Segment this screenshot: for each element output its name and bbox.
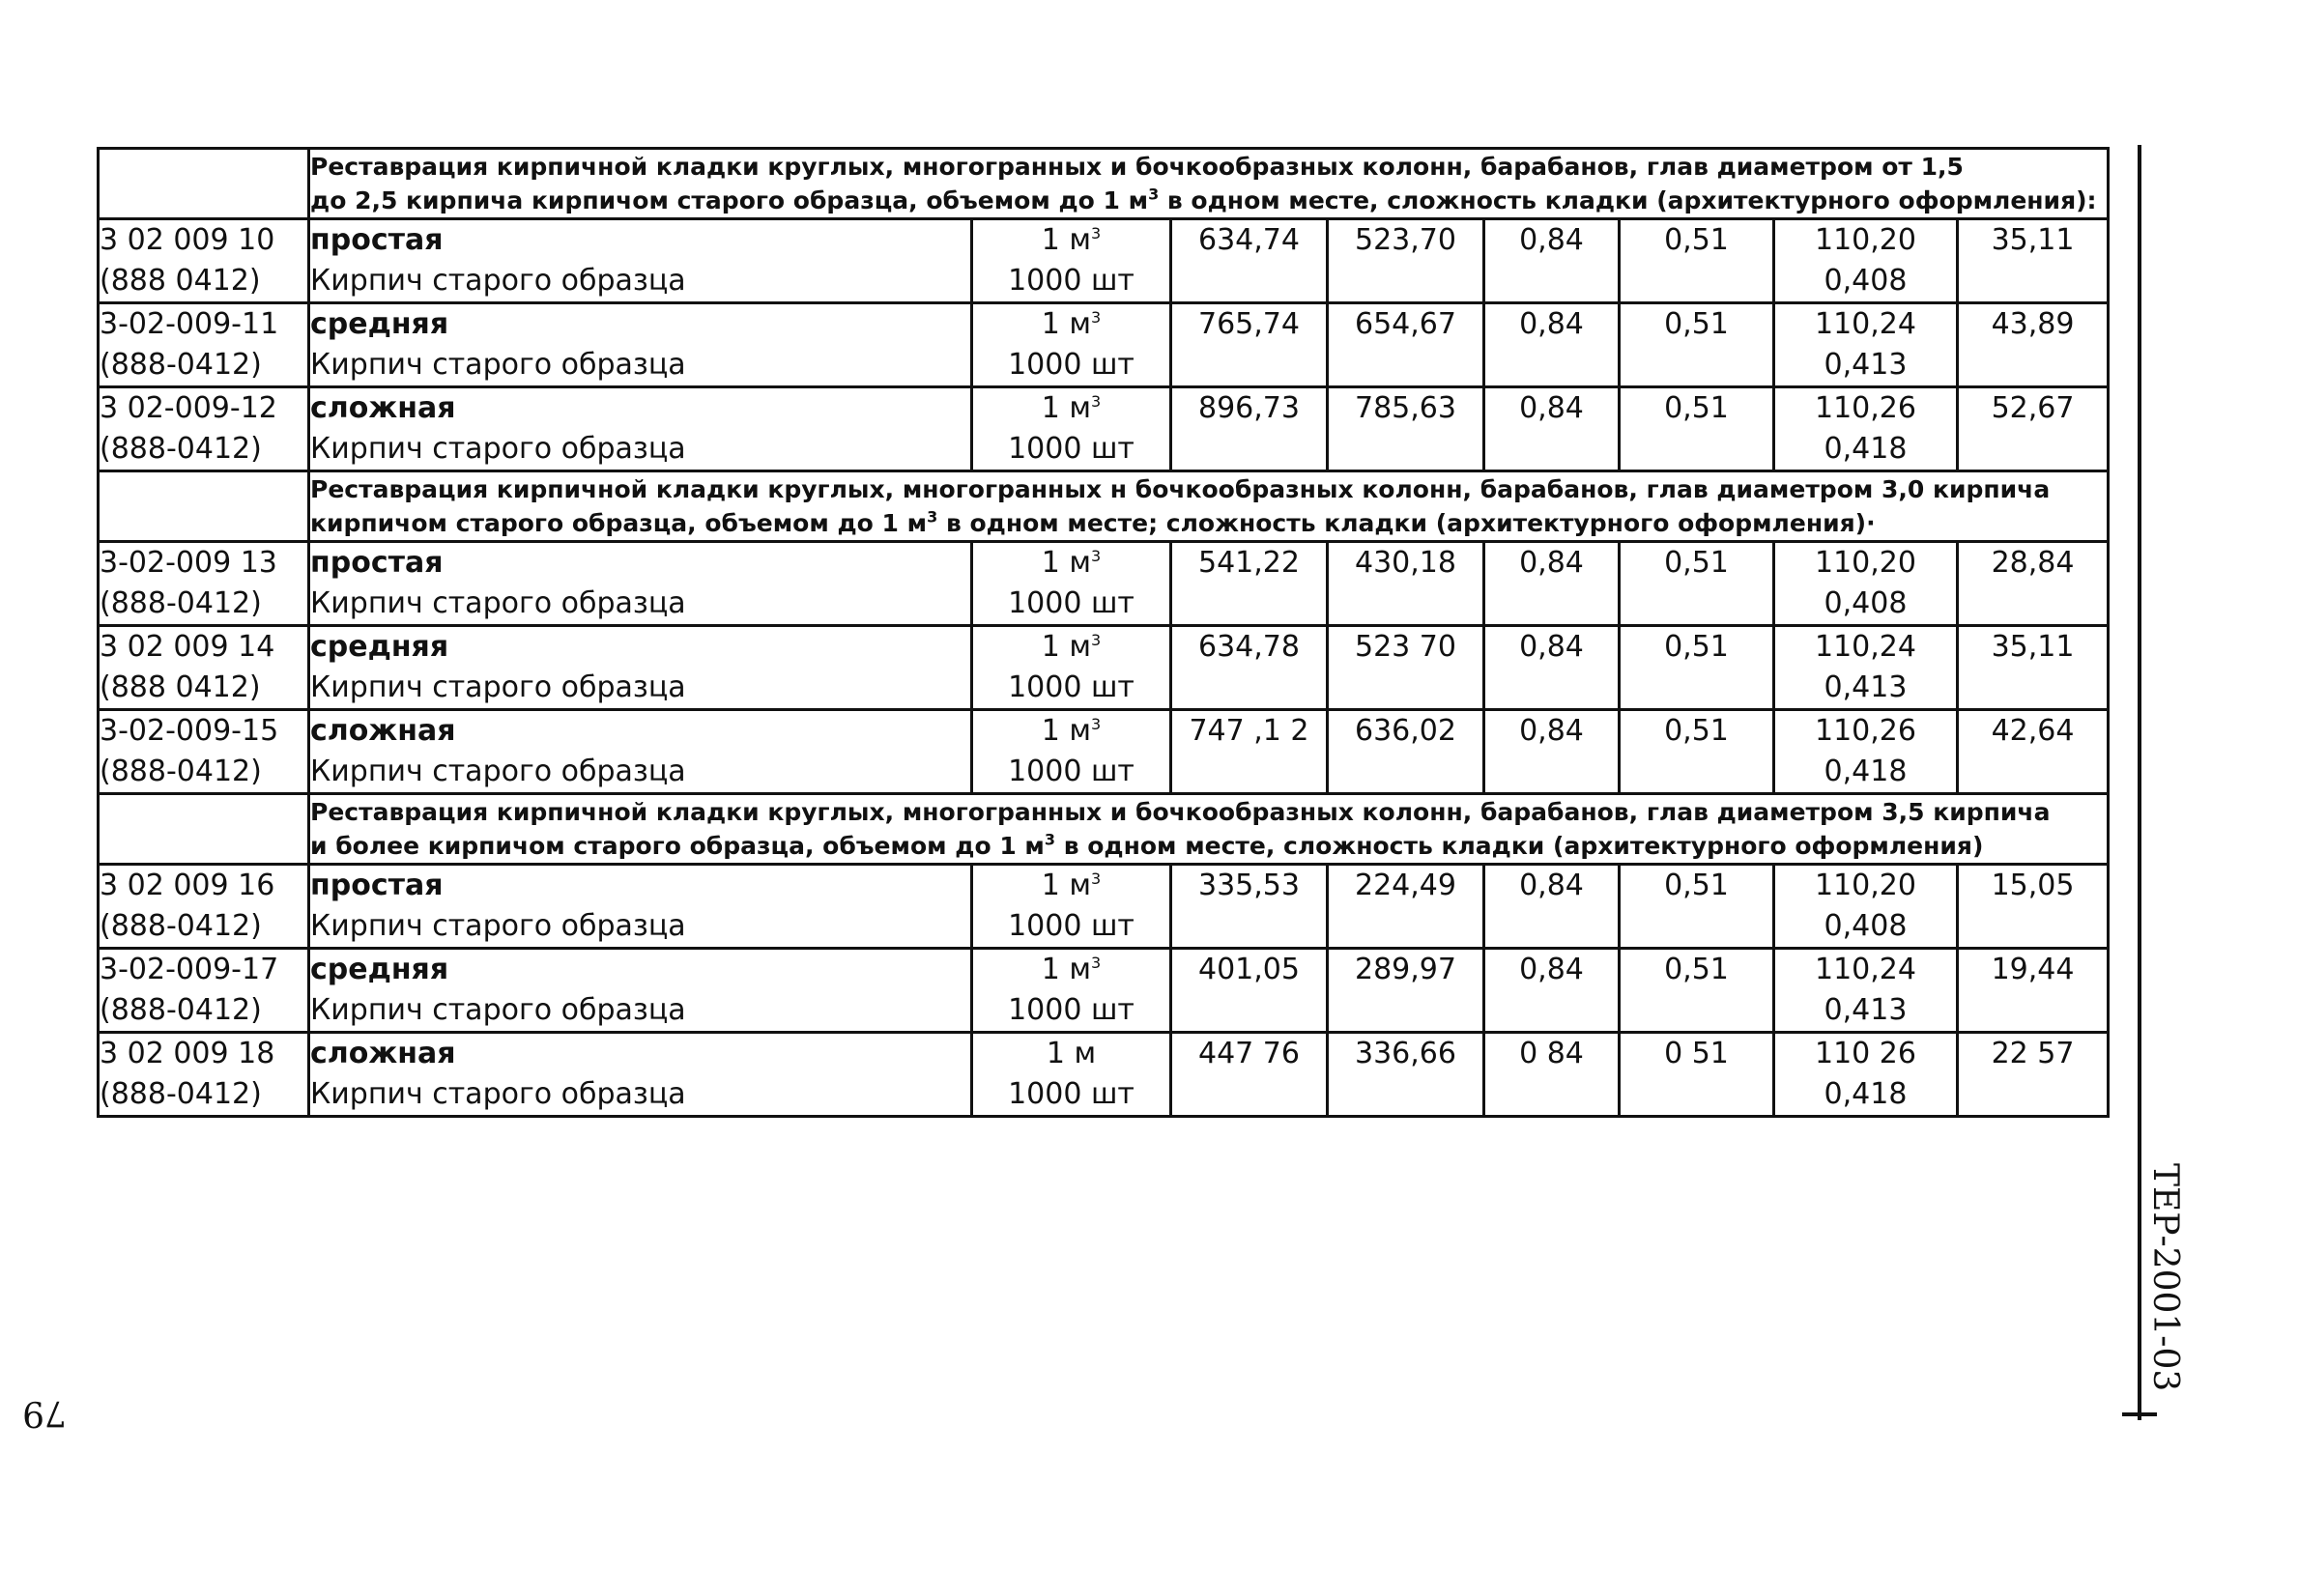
material-name: Кирпич старого образца [310, 586, 686, 620]
section-header-row [99, 471, 2109, 542]
section-header [309, 794, 2109, 865]
value-cell: 335,53 [1171, 865, 1328, 949]
section-header-row [99, 794, 2109, 865]
value-cell: 43,89 [1958, 303, 2109, 387]
page-number: 79 [22, 1393, 67, 1433]
material-name: Кирпич старого образца [310, 432, 686, 466]
work-name [309, 865, 972, 949]
complexity-type: сложная [310, 714, 456, 748]
complexity-type: средняя [310, 630, 449, 664]
norm-code: 3-02-009-11 (888-0412) [99, 303, 309, 387]
value-cell: 0,84 [1484, 542, 1620, 626]
complexity-type: сложная [310, 1037, 456, 1070]
table-row [99, 303, 2109, 387]
section-header-line2: до 2,5 кирпича кирпичом старого образца, объемом до 1 $м^3$ в одном месте, сложность кладки (архитектурного оформления): [310, 185, 2097, 214]
value-cell: 0 84 [1484, 1033, 1620, 1117]
material-name: Кирпич старого образца [310, 1077, 686, 1111]
value-cell: 0,84 [1484, 303, 1620, 387]
value-cell: 336,66 [1328, 1033, 1484, 1117]
unit-cell: 1 $м^3$ 1000 шт [972, 626, 1171, 710]
material-name: Кирпич старого образца [310, 909, 686, 943]
value-cell: 634,78 [1171, 626, 1328, 710]
section-header-code-cell [99, 471, 309, 542]
value-cell: 110,24 0,413 [1774, 303, 1958, 387]
unit-cell: 1 $м^3$ 1000 шт [972, 387, 1171, 471]
value-cell: 289,97 [1328, 949, 1484, 1033]
work-name [309, 626, 972, 710]
work-name [309, 219, 972, 303]
section-header-line1: Реставрация кирпичной кладки круглых, многогранных н бочкообразных колонн, барабанов, глав диаметром 3,0 кирпича [310, 475, 2051, 503]
value-cell: 0,84 [1484, 387, 1620, 471]
work-name [309, 1033, 972, 1117]
value-cell: 0,84 [1484, 626, 1620, 710]
unit-cell: 1 $м^3$ 1000 шт [972, 949, 1171, 1033]
section-header-code-cell [99, 149, 309, 219]
material-name: Кирпич старого образца [310, 264, 686, 298]
value-cell: 19,44 [1958, 949, 2109, 1033]
value-cell: 0,51 [1620, 949, 1774, 1033]
value-cell: 765,74 [1171, 303, 1328, 387]
norm-code: 3-02-009-17 (888-0412) [99, 949, 309, 1033]
work-name [309, 542, 972, 626]
table-row [99, 1033, 2109, 1117]
value-cell: 22 57 [1958, 1033, 2109, 1117]
value-cell: 110,20 0,408 [1774, 865, 1958, 949]
norm-code: 3 02 009 10 (888 0412) [99, 219, 309, 303]
value-cell: 42,64 [1958, 710, 2109, 794]
complexity-type: средняя [310, 307, 449, 341]
value-cell: 0,84 [1484, 710, 1620, 794]
value-cell: 430,18 [1328, 542, 1484, 626]
work-name [309, 303, 972, 387]
table-row [99, 949, 2109, 1033]
value-cell: 523 70 [1328, 626, 1484, 710]
value-cell: 785,63 [1328, 387, 1484, 471]
value-cell: 110,26 0,418 [1774, 387, 1958, 471]
complexity-type: сложная [310, 391, 456, 425]
value-cell: 0,84 [1484, 949, 1620, 1033]
value-cell: 654,67 [1328, 303, 1484, 387]
value-cell: 110,26 0,418 [1774, 710, 1958, 794]
work-name [309, 387, 972, 471]
unit-cell: 1 $м^3$ 1000 шт [972, 219, 1171, 303]
value-cell: 35,11 [1958, 219, 2109, 303]
unit-cell: 1 $м^3$ 1000 шт [972, 303, 1171, 387]
norm-code: 3-02-009 13 (888-0412) [99, 542, 309, 626]
value-cell: 0,84 [1484, 219, 1620, 303]
material-name: Кирпич старого образца [310, 993, 686, 1027]
value-cell: 110,24 0,413 [1774, 626, 1958, 710]
value-cell: 0 51 [1620, 1033, 1774, 1117]
section-header [309, 149, 2109, 219]
unit-cell: 1 $м^3$ 1000 шт [972, 865, 1171, 949]
value-cell: 634,74 [1171, 219, 1328, 303]
norm-code: 3-02-009-15 (888-0412) [99, 710, 309, 794]
document-code: ТЕР-2001-03 [2145, 1163, 2185, 1392]
table-row [99, 542, 2109, 626]
section-header-line2: и более кирпичом старого образца, объемом до 1 $м^3$ в одном месте, сложность кладки (архитектурного оформления) [310, 830, 1984, 860]
unit-cell: 1 м 1000 шт [972, 1033, 1171, 1117]
value-cell: 747 ,1 2 [1171, 710, 1328, 794]
section-header-sup: 3 [927, 507, 938, 527]
section-header-line1: Реставрация кирпичной кладки круглых, многогранных и бочкообразных колонн, барабанов, глав диаметром 3,5 кирпича [310, 798, 2051, 826]
value-cell: 0,51 [1620, 865, 1774, 949]
value-cell: 52,67 [1958, 387, 2109, 471]
work-name [309, 949, 972, 1033]
section-header-line2: кирпичом старого образца, объемом до 1 $м^3$ в одном месте; сложность кладки (архитектурного оформления)· [310, 507, 1876, 537]
value-cell: 523,70 [1328, 219, 1484, 303]
work-name [309, 710, 972, 794]
table-row [99, 865, 2109, 949]
value-cell: 110,20 0,408 [1774, 542, 1958, 626]
material-name: Кирпич старого образца [310, 670, 686, 704]
value-cell: 28,84 [1958, 542, 2109, 626]
norm-code: 3 02-009-12 (888-0412) [99, 387, 309, 471]
value-cell: 401,05 [1171, 949, 1328, 1033]
complexity-type: простая [310, 869, 444, 902]
value-cell: 636,02 [1328, 710, 1484, 794]
value-cell: 110 26 0,418 [1774, 1033, 1958, 1117]
table-row [99, 387, 2109, 471]
value-cell: 0,51 [1620, 219, 1774, 303]
value-cell: 110,24 0,413 [1774, 949, 1958, 1033]
material-name: Кирпич старого образца [310, 755, 686, 788]
table-row [99, 219, 2109, 303]
value-cell: 110,20 0,408 [1774, 219, 1958, 303]
value-cell: 0,51 [1620, 387, 1774, 471]
norm-code: 3 02 009 14 (888 0412) [99, 626, 309, 710]
value-cell: 896,73 [1171, 387, 1328, 471]
section-header-row [99, 149, 2109, 219]
table-row [99, 626, 2109, 710]
side-rule-foot [2122, 1412, 2157, 1416]
unit-cell: 1 $м^3$ 1000 шт [972, 710, 1171, 794]
material-name: Кирпич старого образца [310, 348, 686, 382]
norm-code: 3 02 009 16 (888-0412) [99, 865, 309, 949]
value-cell: 15,05 [1958, 865, 2109, 949]
table-row [99, 710, 2109, 794]
section-header-line1: Реставрация кирпичной кладки круглых, многогранных и бочкообразных колонн, барабанов, глав диаметром от 1,5 [310, 153, 1964, 181]
value-cell: 0,51 [1620, 626, 1774, 710]
value-cell: 0,51 [1620, 303, 1774, 387]
value-cell: 224,49 [1328, 865, 1484, 949]
section-header-sup: 3 [1044, 830, 1056, 849]
norm-code: 3 02 009 18 (888-0412) [99, 1033, 309, 1117]
value-cell: 447 76 [1171, 1033, 1328, 1117]
norms-table [97, 147, 2110, 1118]
value-cell: 0,51 [1620, 710, 1774, 794]
value-cell: 541,22 [1171, 542, 1328, 626]
section-header-sup: 3 [1148, 185, 1160, 204]
complexity-type: простая [310, 223, 444, 257]
value-cell: 0,84 [1484, 865, 1620, 949]
section-header [309, 471, 2109, 542]
value-cell: 0,51 [1620, 542, 1774, 626]
complexity-type: средняя [310, 953, 449, 986]
section-header-code-cell [99, 794, 309, 865]
unit-cell: 1 $м^3$ 1000 шт [972, 542, 1171, 626]
value-cell: 35,11 [1958, 626, 2109, 710]
complexity-type: простая [310, 546, 444, 580]
